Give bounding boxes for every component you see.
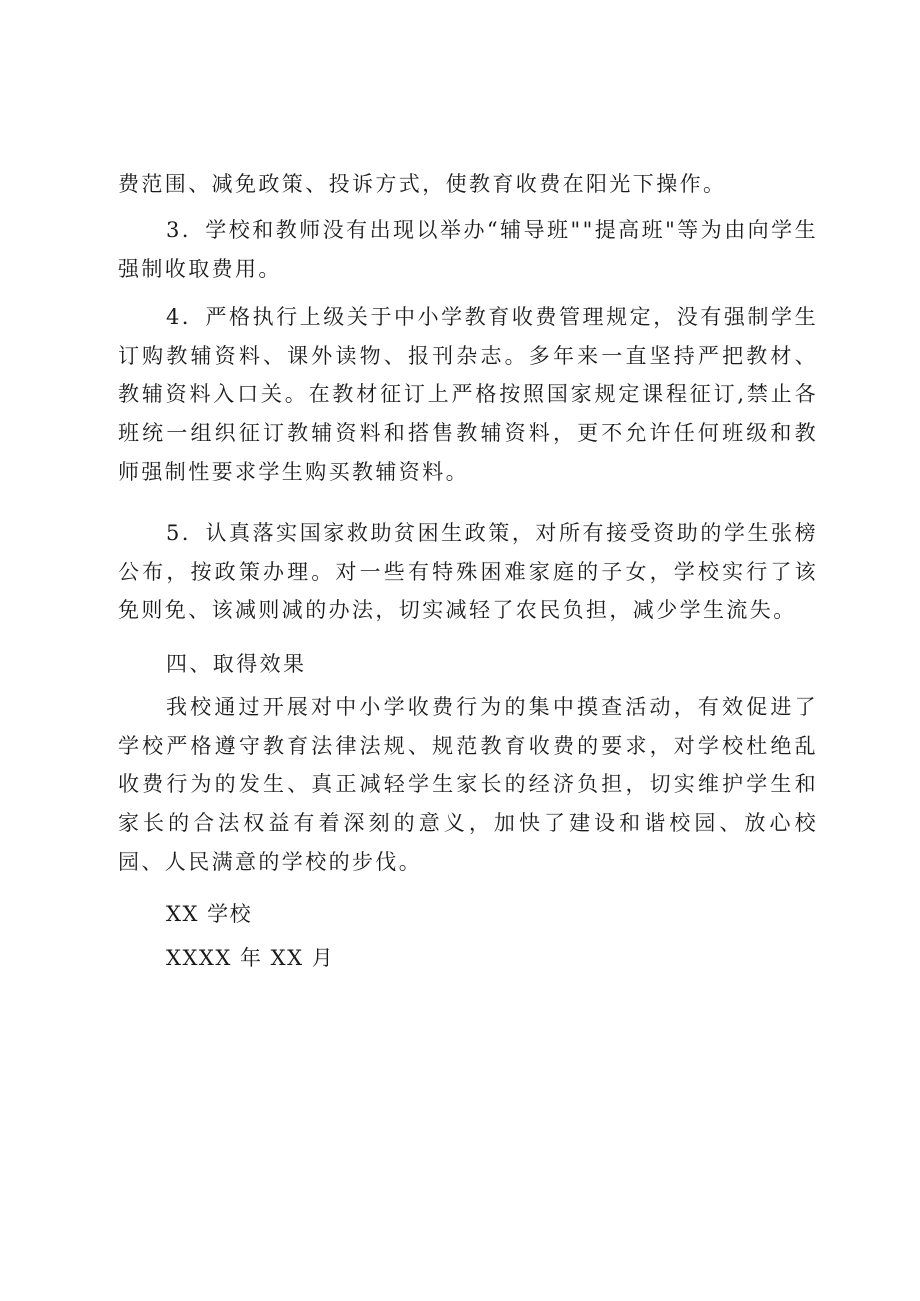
signature-school: XX 学校 [166,902,253,926]
paragraph-continuation: 费范围、减免政策、投诉方式，使教育收费在阳光下操作。 [118,172,727,196]
paragraph-results: 我校通过开展对中小学收费行为的集中摸查活动，有效促进了学校严格遵守教育法律法规、规范教育收费的要求，对学校杜绝乱收费行为的发生、真正减轻学生家长的经济负担，切实维护学生和家长的合法权益有着深刻的意义，加快了建设和谐校园、放心校园、人民满意的学校的步伐。 [118,695,818,874]
signature-date: XXXX 年 XX 月 [166,946,335,970]
paragraph-item-5: 5．认真落实国家救助贫困生政策，对所有接受资助的学生张榜公布，按政策办理。对一些有特殊困难家庭的子女，学校实行了该免则免、该减则减的办法，切实减轻了农民负担，减少学生流失。 [118,521,818,623]
section-heading-results: 四、取得效果 [166,652,307,676]
paragraph-item-3: 3．学校和教师没有出现以举办“辅导班""提高班"等为由向学生强制收取费用。 [118,218,818,281]
paragraph-item-4: 4．严格执行上级关于中小学教育收费管理规定，没有强制学生订购教辅资料、课外读物、报刊杂志。多年来一直坚持严把教材、教辅资料入口关。在教材征订上严格按照国家规定课程征订,禁止各班统一组织征订教辅资料和搭售教辅资料，更不允许任何班级和教师强制性要求学生购买教辅资料。 [118,305,818,484]
